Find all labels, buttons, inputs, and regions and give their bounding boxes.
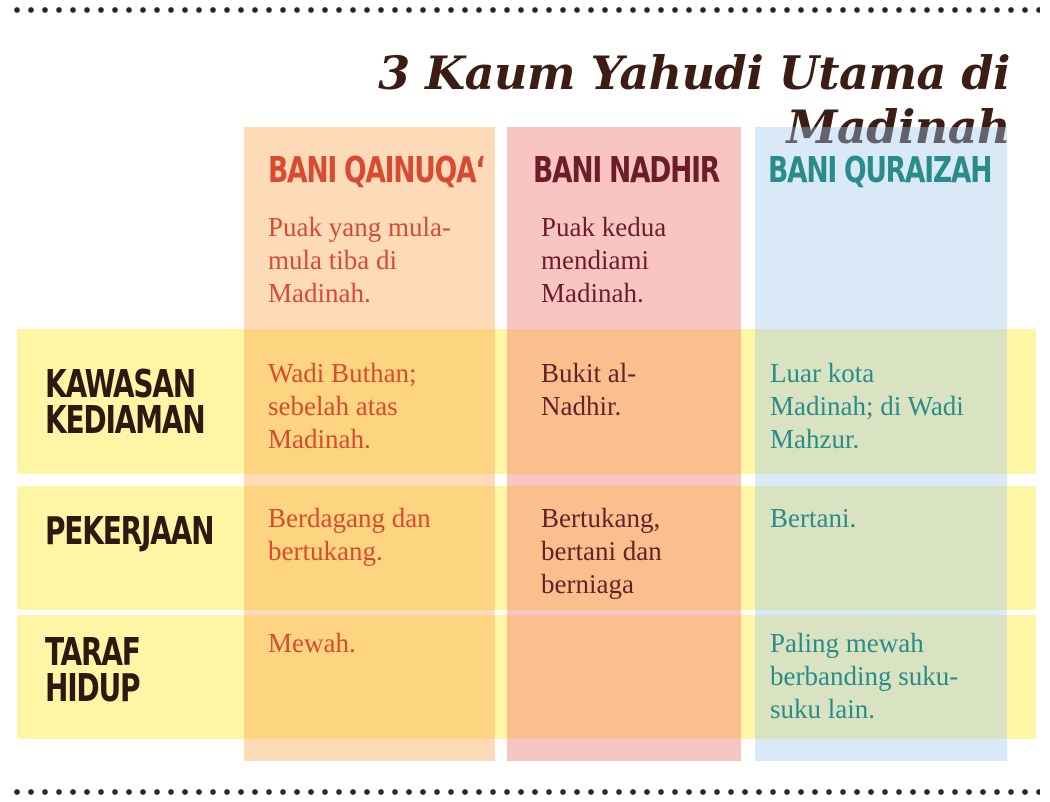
row-label-line: HIDUP: [45, 666, 140, 710]
cell-pekerjaan-nadhir: Bertukang, bertani dan berniaga: [541, 503, 662, 599]
cell-taraf-qainuqa: Mewah.: [268, 628, 356, 658]
column-header-nadhir: BANI NADHIR: [533, 150, 719, 191]
row-label-line: PEKERJAAN: [45, 509, 214, 553]
page-title: 3 Kaum Yahudi Utama di Madinah: [378, 46, 1010, 154]
row-label-kawasan-kediaman: [45, 362, 205, 442]
cell-pekerjaan-quraizah: Bertani.: [770, 503, 857, 533]
row-label-line: TARAF: [45, 630, 140, 674]
column-header-qainuqa: BANI QAINUQA‘: [268, 150, 485, 191]
row-label-line: KEDIAMAN: [45, 398, 205, 442]
cell-pekerjaan-qainuqa: Berdagang dan bertukang.: [268, 503, 431, 566]
column-header-quraizah: BANI QURAIZAH: [768, 150, 992, 191]
row-label-pekerjaan: [45, 509, 214, 553]
row-label-taraf-hidup: [45, 630, 140, 710]
row-label-line: KAWASAN: [45, 362, 195, 406]
top-dotted-divider: [10, 6, 1040, 14]
intro-nadhir: Puak kedua mendiami Madinah.: [541, 212, 667, 308]
cell-kawasan-quraizah: Luar kota Madinah; di Wadi Mahzur.: [770, 358, 964, 454]
intro-qainuqa: Puak yang mula-mula tiba di Madinah.: [268, 212, 451, 308]
bottom-dotted-divider: [10, 788, 1040, 796]
cell-taraf-quraizah: Paling mewah berbanding suku-suku lain.: [770, 628, 959, 724]
cell-kawasan-nadhir: Bukit al-Nadhir.: [541, 358, 637, 421]
cell-kawasan-qainuqa: Wadi Buthan; sebelah atas Madinah.: [268, 358, 417, 454]
